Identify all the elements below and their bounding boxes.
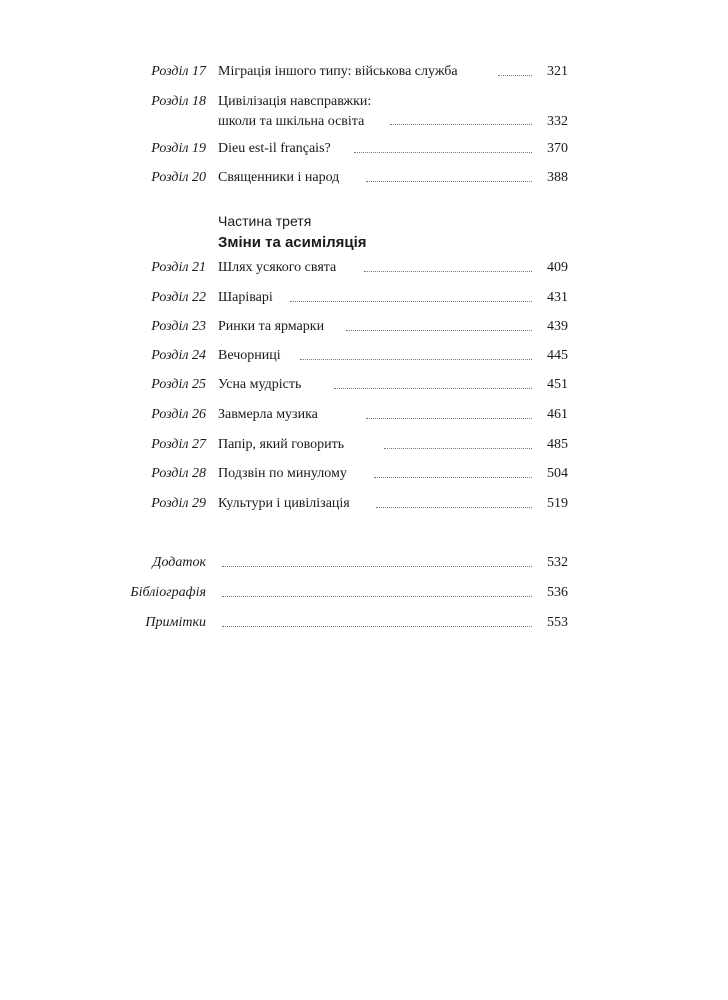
- page-number: 332: [547, 114, 568, 129]
- dot-leader: [346, 330, 532, 331]
- toc-entry: [0, 288, 728, 308]
- dot-leader: [498, 75, 532, 76]
- dot-leader: [390, 124, 532, 125]
- chapter-title: Шлях усякого свята: [218, 260, 337, 275]
- chapter-label: Розділ 20: [151, 170, 206, 185]
- page-number: 388: [547, 170, 568, 185]
- toc-entry: [0, 258, 728, 278]
- dot-leader: [384, 448, 532, 449]
- dot-leader: [222, 626, 532, 627]
- chapter-title: Ринки та ярмарки: [218, 319, 325, 334]
- dot-leader: [376, 507, 532, 508]
- page-number: 409: [547, 260, 568, 275]
- section-label: Бібліографія: [130, 585, 206, 600]
- dot-leader: [334, 388, 532, 389]
- chapter-title: Шаріварі: [218, 290, 273, 305]
- toc-entry: [0, 613, 728, 633]
- chapter-label: Розділ 21: [151, 260, 206, 275]
- chapter-label: Розділ 22: [151, 290, 206, 305]
- chapter-label: Розділ 18: [151, 94, 206, 109]
- section-label: Примітки: [145, 615, 206, 630]
- chapter-title: Папір, який говорить: [218, 437, 345, 452]
- toc-entry: [0, 168, 728, 188]
- dot-leader: [354, 152, 532, 153]
- page-number: 451: [547, 377, 568, 392]
- chapter-title: Священники і народ: [218, 170, 340, 185]
- toc-entry: [0, 139, 728, 159]
- chapter-title: Dieu est-il français?: [218, 141, 331, 156]
- chapter-label: Розділ 26: [151, 407, 206, 422]
- chapter-title: Міграція іншого типу: військова служба: [218, 64, 458, 79]
- page-number: 431: [547, 290, 568, 305]
- chapter-title: Культури і цивілізація: [218, 496, 350, 511]
- chapter-title-line2: школи та шкільна освіта: [218, 114, 365, 129]
- toc-entry: [0, 405, 728, 425]
- chapter-title: Вечорниці: [218, 348, 281, 363]
- page-number: 439: [547, 319, 568, 334]
- toc-entry: [0, 583, 728, 603]
- chapter-label: Розділ 23: [151, 319, 206, 334]
- page-number: 553: [547, 615, 568, 630]
- dot-leader: [222, 596, 532, 597]
- page-number: 519: [547, 496, 568, 511]
- chapter-label: Розділ 25: [151, 377, 206, 392]
- chapter-title: Завмерла музика: [218, 407, 318, 422]
- toc-entry: [0, 62, 728, 82]
- dot-leader: [366, 418, 532, 419]
- chapter-title-line1: Цивілізація навсправжки:: [218, 94, 372, 109]
- chapter-title: Подзвін по минулому: [218, 466, 347, 481]
- chapter-label: Розділ 24: [151, 348, 206, 363]
- page-number: 532: [547, 555, 568, 570]
- page-number: 536: [547, 585, 568, 600]
- dot-leader: [300, 359, 532, 360]
- toc-entry: [0, 346, 728, 366]
- page-number: 445: [547, 348, 568, 363]
- toc-entry: [0, 435, 728, 455]
- toc-entry: [0, 553, 728, 573]
- page-number: 485: [547, 437, 568, 452]
- dot-leader: [222, 566, 532, 567]
- part-name: Зміни та асиміляція: [218, 234, 367, 251]
- toc-entry: [0, 464, 728, 484]
- dot-leader: [364, 271, 532, 272]
- section-label: Додаток: [152, 555, 206, 570]
- dot-leader: [374, 477, 532, 478]
- chapter-label: Розділ 28: [151, 466, 206, 481]
- dot-leader: [290, 301, 532, 302]
- part-heading: Частина третя: [218, 213, 312, 229]
- chapter-title: Усна мудрість: [218, 377, 302, 392]
- page-number: 504: [547, 466, 568, 481]
- dot-leader: [366, 181, 532, 182]
- chapter-label: Розділ 27: [151, 437, 206, 452]
- page-number: 370: [547, 141, 568, 156]
- page-number: 461: [547, 407, 568, 422]
- chapter-label: Розділ 29: [151, 496, 206, 511]
- toc-entry: [0, 92, 728, 132]
- chapter-label: Розділ 19: [151, 141, 206, 156]
- toc-entry: [0, 317, 728, 337]
- toc-entry: [0, 375, 728, 395]
- page-number: 321: [547, 64, 568, 79]
- chapter-label: Розділ 17: [151, 64, 206, 79]
- toc-entry: [0, 494, 728, 514]
